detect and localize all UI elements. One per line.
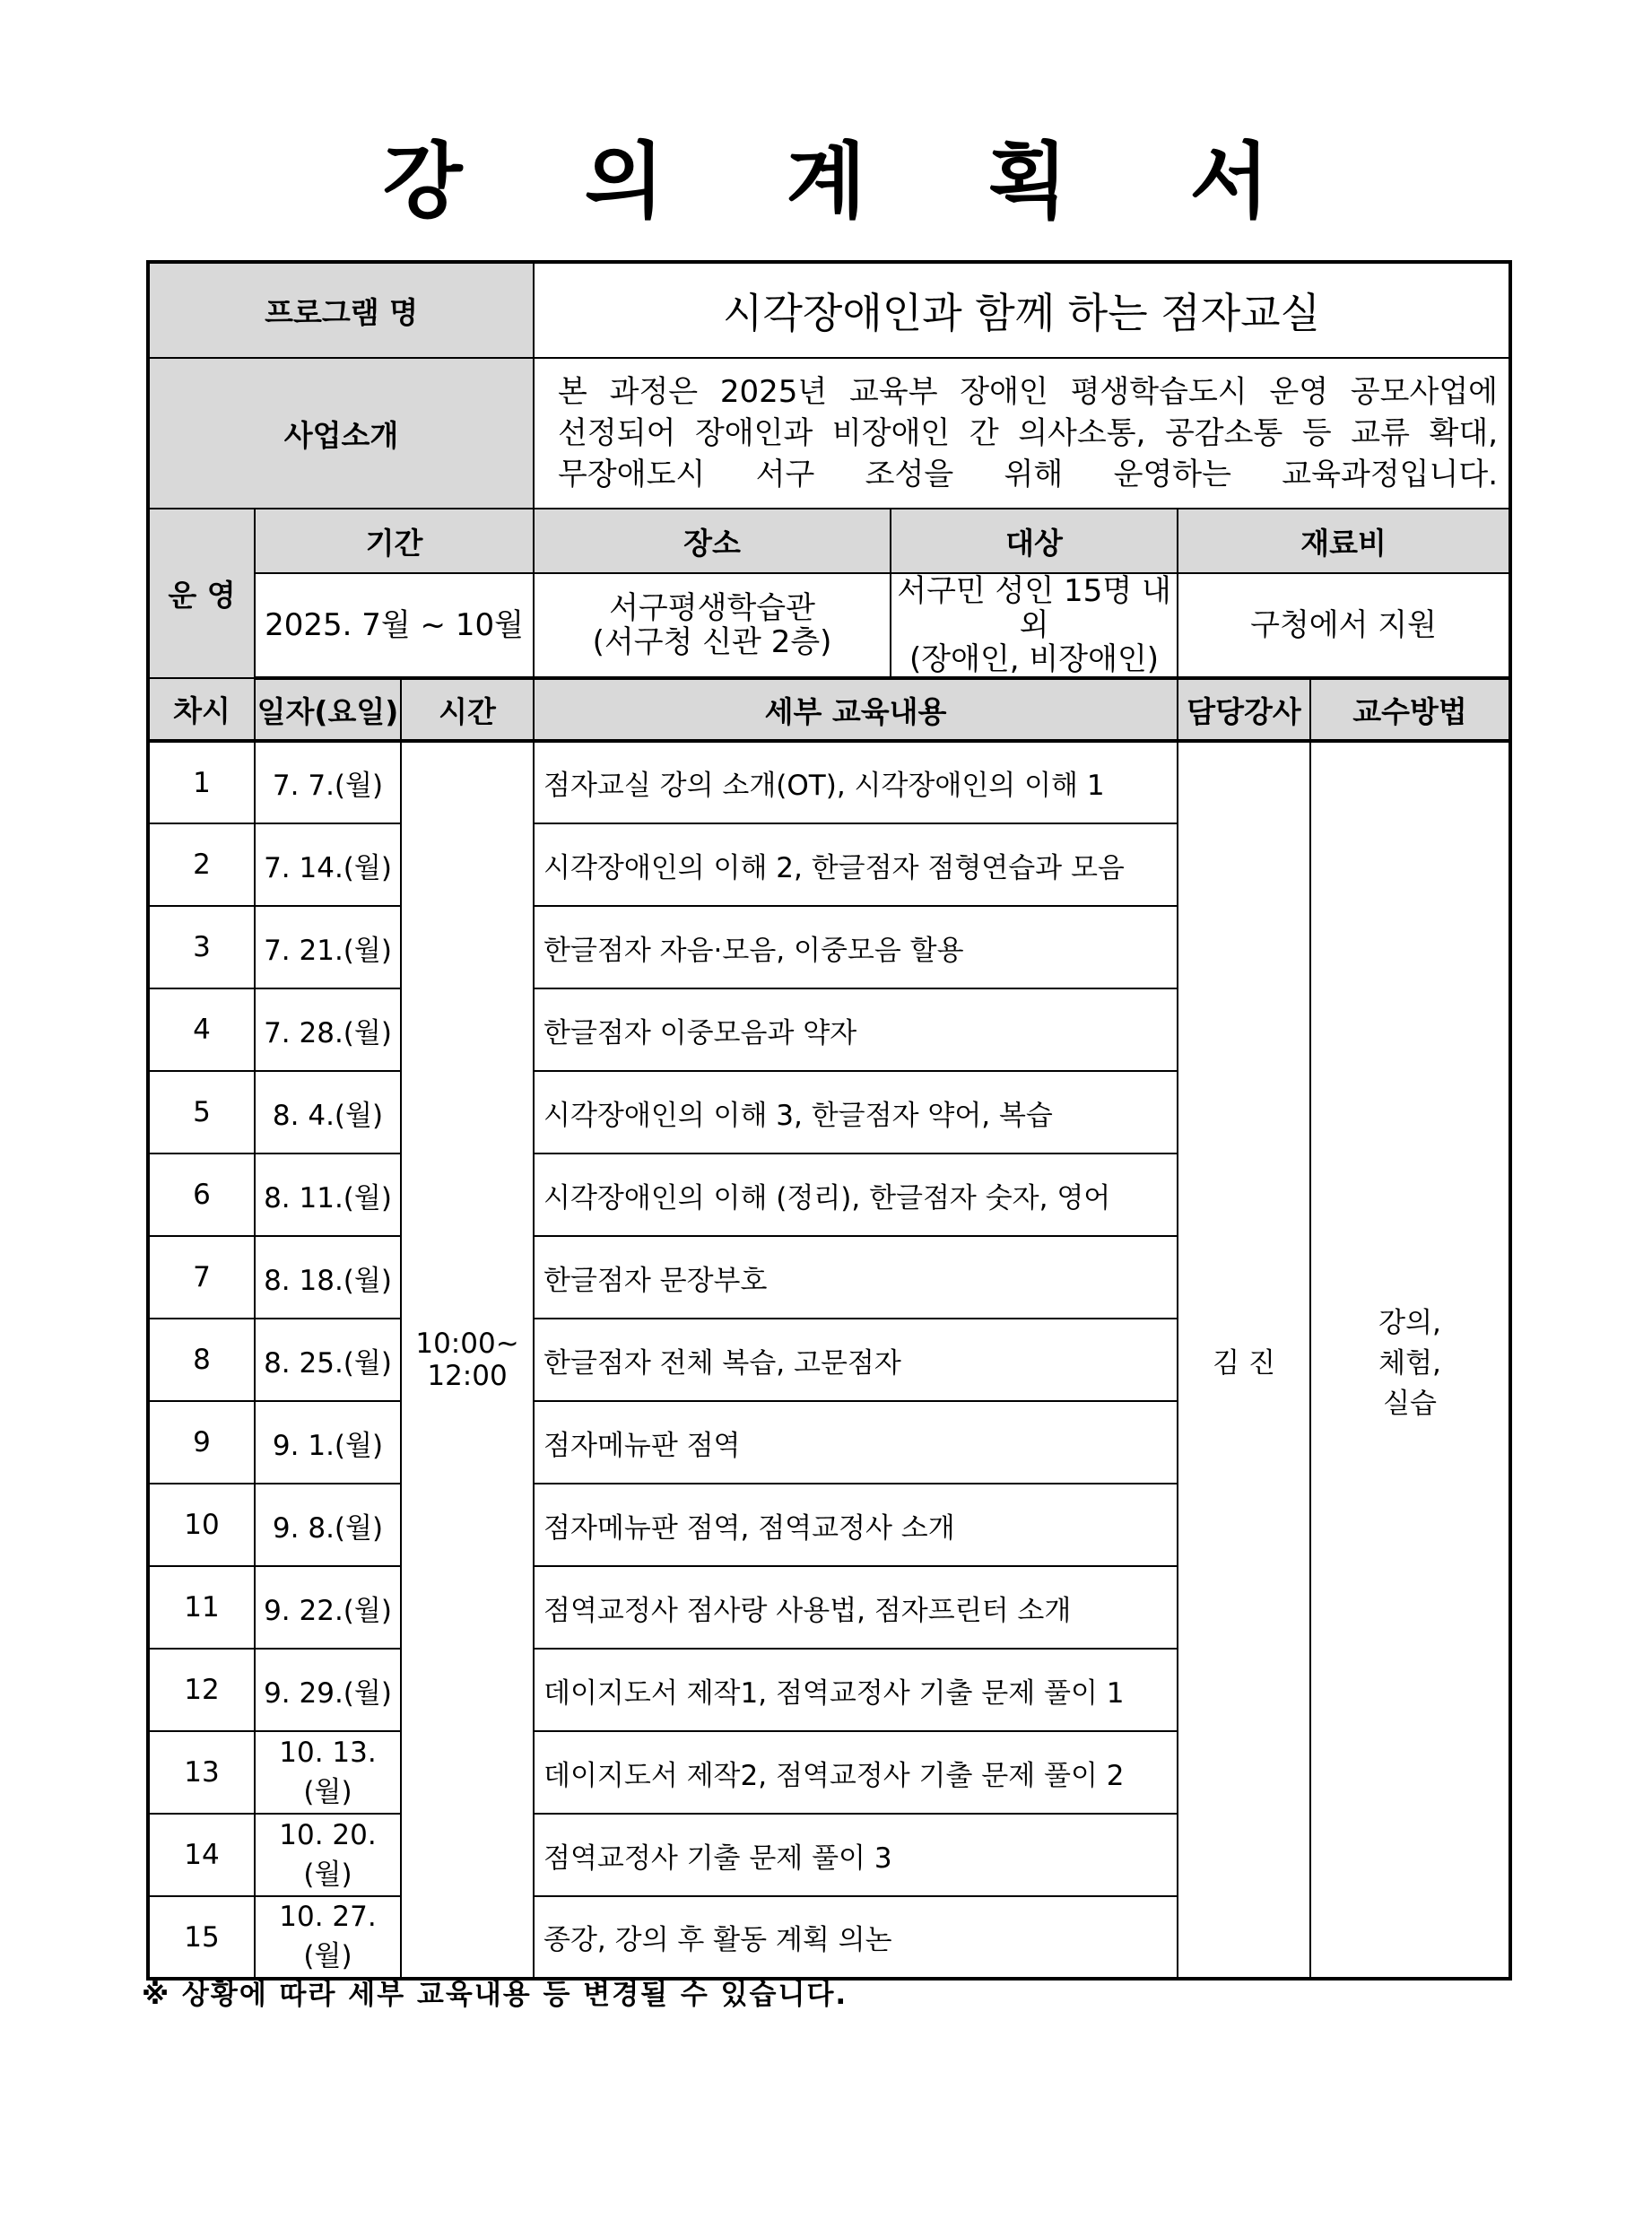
program-row: [148, 262, 1510, 358]
method-line-2: 체험,: [1378, 1346, 1441, 1380]
session-content: 점자메뉴판 점역: [534, 1401, 1178, 1484]
program-label: 프로그램 명: [148, 262, 534, 358]
place-header: 장소: [534, 509, 891, 573]
session-content: 점역교정사 기출 문제 풀이 3: [534, 1814, 1178, 1896]
content-header: 세부 교육내용: [534, 678, 1178, 741]
session-content: 점역교정사 점사랑 사용법, 점자프린터 소개: [534, 1566, 1178, 1649]
method-header: 교수방법: [1310, 678, 1510, 741]
time-header: 시간: [401, 678, 534, 741]
place-line-2: (서구청 신관 2층): [592, 624, 832, 660]
session-number: 5: [148, 1071, 255, 1154]
target-header: 대상: [891, 509, 1178, 573]
operation-header-row: [148, 509, 1510, 573]
intro-row: [148, 358, 1510, 509]
session-number: 3: [148, 906, 255, 988]
session-date: 8. 11.(월): [255, 1154, 401, 1236]
operation-value-row: [148, 573, 1510, 678]
session-number: 8: [148, 1319, 255, 1401]
session-content: 시각장애인의 이해 (정리), 한글점자 숫자, 영어: [534, 1154, 1178, 1236]
time-line-1: 10:00~: [415, 1328, 519, 1360]
session-date: 9. 29.(월): [255, 1649, 401, 1731]
session-number: 12: [148, 1649, 255, 1731]
session-date: 7. 28.(월): [255, 988, 401, 1071]
session-number: 10: [148, 1484, 255, 1566]
session-number: 4: [148, 988, 255, 1071]
session-number: 13: [148, 1731, 255, 1814]
session-number: 2: [148, 823, 255, 906]
session-date: 8. 18.(월): [255, 1236, 401, 1319]
session-date: 9. 22.(월): [255, 1566, 401, 1649]
session-content: 시각장애인의 이해 2, 한글점자 점형연습과 모음: [534, 823, 1178, 906]
session-date: 8. 25.(월): [255, 1319, 401, 1401]
session-number: 14: [148, 1814, 255, 1896]
session-date: 9. 1.(월): [255, 1401, 401, 1484]
cost-value: 구청에서 지원: [1178, 573, 1510, 678]
session-date: 10. 20.(월): [255, 1814, 401, 1896]
target-line-2: (장애인, 비장애인): [909, 641, 1160, 677]
target-value: [891, 573, 1178, 678]
place-line-1: 서구평생학습관: [609, 590, 815, 626]
intro-line-1: 본 과정은 2025년 교육부 장애인 평생학습도시 운영 공모사업에: [558, 374, 1499, 410]
session-content: 시각장애인의 이해 3, 한글점자 약어, 복습: [534, 1071, 1178, 1154]
session-number: 6: [148, 1154, 255, 1236]
schedule-header-row: [148, 678, 1510, 741]
lecture-plan-table: [146, 260, 1512, 1981]
target-line-1: 서구민 성인 15명 내외: [897, 573, 1171, 643]
place-value: [534, 573, 891, 678]
session-content: 점자교실 강의 소개(OT), 시각장애인의 이해 1: [534, 741, 1178, 823]
method-line-3: 실습: [1383, 1387, 1437, 1420]
instructor-name: 김 진: [1178, 741, 1310, 1979]
period-header: 기간: [255, 509, 534, 573]
session-date: 9. 8.(월): [255, 1484, 401, 1566]
session-content: 한글점자 전체 복습, 고문점자: [534, 1319, 1178, 1401]
intro-label: 사업소개: [148, 358, 534, 509]
operation-label: 운 영: [148, 509, 255, 678]
session-content: 한글점자 문장부호: [534, 1236, 1178, 1319]
session-content: 데이지도서 제작1, 점역교정사 기출 문제 풀이 1: [534, 1649, 1178, 1731]
session-date: 8. 4.(월): [255, 1071, 401, 1154]
session-number: 9: [148, 1401, 255, 1484]
session-date: 10. 27.(월): [255, 1896, 401, 1979]
document-title: 강 의 계 획 서: [382, 134, 1317, 230]
session-header: 차시: [148, 678, 255, 741]
session-content: 한글점자 이중모음과 약자: [534, 988, 1178, 1071]
teaching-method: [1310, 741, 1510, 1979]
session-date: 7. 21.(월): [255, 906, 401, 988]
session-number: 11: [148, 1566, 255, 1649]
intro-line-3: 무장애도시 서구 조성을 위해 운영하는 교육과정입니다.: [558, 457, 1499, 492]
session-time: [401, 741, 534, 1979]
time-line-2: 12:00: [427, 1360, 508, 1392]
method-line-1: 강의,: [1378, 1306, 1441, 1339]
period-value: 2025. 7월 ~ 10월: [255, 573, 534, 678]
program-name: 시각장애인과 함께 하는 점자교실: [534, 262, 1510, 358]
session-date: 7. 14.(월): [255, 823, 401, 906]
session-number: 7: [148, 1236, 255, 1319]
session-number: 1: [148, 741, 255, 823]
instructor-header: 담당강사: [1178, 678, 1310, 741]
date-header: 일자(요일): [255, 678, 401, 741]
session-number: 15: [148, 1896, 255, 1979]
cost-header: 재료비: [1178, 509, 1510, 573]
session-content: 종강, 강의 후 활동 계획 의논: [534, 1896, 1178, 1979]
session-date: 7. 7.(월): [255, 741, 401, 823]
intro-line-2: 선정되어 장애인과 비장애인 간 의사소통, 공감소통 등 교류 확대,: [558, 415, 1499, 451]
session-content: 점자메뉴판 점역, 점역교정사 소개: [534, 1484, 1178, 1566]
session-date: 10. 13.(월): [255, 1731, 401, 1814]
footnote: ※ 상황에 따라 세부 교육내용 등 변경될 수 있습니다.: [142, 1979, 848, 2011]
table-row: [148, 741, 1510, 823]
session-content: 데이지도서 제작2, 점역교정사 기출 문제 풀이 2: [534, 1731, 1178, 1814]
session-content: 한글점자 자음·모음, 이중모음 할용: [534, 906, 1178, 988]
intro-text: [534, 358, 1510, 509]
